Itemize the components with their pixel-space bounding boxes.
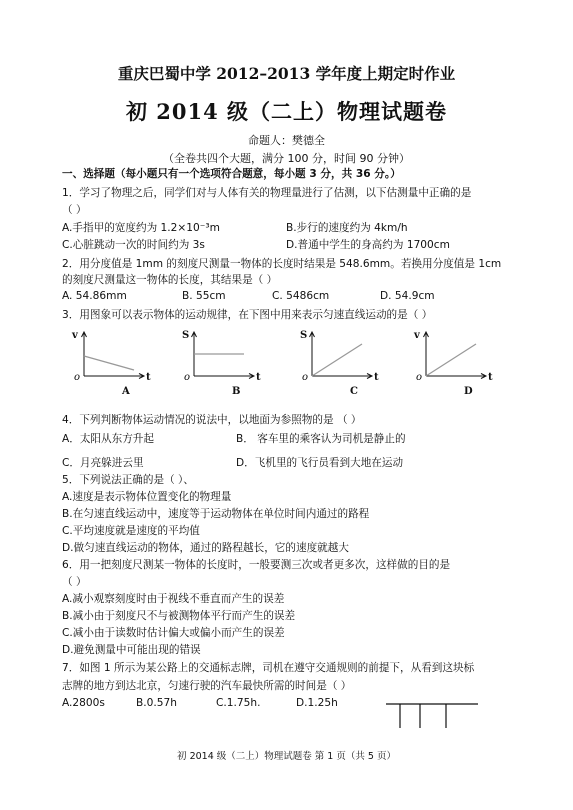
- q4-option-b: B． 客车里的乘客认为司机是静止的: [236, 433, 406, 445]
- q2-stem-line1: 2．用分度值是 1mm 的刻度尺测量一物体的长度时结果是 548.6mm。若换用分度值是 1cm: [62, 258, 502, 270]
- graph-y-label: S: [182, 330, 190, 341]
- q1-option-a: A.手指甲的宽度约为 1.2×10⁻³m: [62, 222, 220, 234]
- q1-option-d: D.普通中学生的身高约为 1700cm: [286, 239, 450, 251]
- q7-option-d: D.1.25h: [296, 697, 338, 709]
- q6-option-d: D.避免测量中可能出现的错误: [62, 644, 201, 656]
- q6-option-a: A.减小观察刻度时由于视线不垂直而产生的误差: [62, 593, 285, 605]
- q6-paren: （ ）: [62, 576, 87, 588]
- q2-option-a: A. 54.86mm: [62, 290, 127, 302]
- q4-stem: 4．下列判断物体运动情况的说法中，以地面为参照物的是 （ ）: [62, 414, 362, 426]
- author-line: 命题人：樊德全: [248, 134, 325, 147]
- graph-origin-label: o: [416, 372, 423, 383]
- q4-option-a: A．太阳从东方升起: [62, 433, 154, 445]
- graph-y-label: v: [72, 330, 78, 341]
- q2-option-b: B. 55cm: [182, 290, 226, 302]
- exam-info: （全卷共四个大题，满分 100 分，时间 90 分钟）: [163, 152, 410, 165]
- q2-stem-line2: 的刻度尺测量这一物体的长度，其结果是（ ）: [62, 274, 278, 286]
- q1-option-b: B.步行的速度约为 4km/h: [286, 222, 408, 234]
- q7-option-a: A.2800s: [62, 697, 105, 709]
- q7-stem-line1: 7．如图 1 所示为某公路上的交通标志牌，司机在遵守交通规则的前提下，从看到这块标: [62, 662, 475, 674]
- section-title: 一、选择题（每小题只有一个选项符合题意，每小题 3 分，共 36 分。）: [62, 168, 401, 180]
- q2-option-c: C. 5486cm: [272, 290, 330, 302]
- page-footer: 初 2014 级（二上）物理试题卷 第 1 页（共 5 页）: [177, 751, 396, 762]
- graph-x-label: t: [374, 372, 379, 383]
- exam-title: 初 2014 级（二上）物理试题卷: [125, 99, 448, 124]
- q7-option-c: C.1.75h.: [216, 697, 261, 709]
- q3-motion-graphs: [60, 324, 530, 402]
- q7-option-b: B.0.57h: [136, 697, 177, 709]
- q6-option-b: B.减小由于刻度尺不与被测物体平行而产生的误差: [62, 610, 296, 622]
- graph-option-label: A: [122, 386, 130, 397]
- graph-x-label: t: [488, 372, 493, 383]
- graph-option-label: B: [232, 386, 241, 397]
- graph-line: [84, 356, 134, 370]
- q5-option-d: D.做匀速直线运动的物体，通过的路程越长，它的速度就越大: [62, 542, 349, 554]
- q1-option-c: C.心脏跳动一次的时间约为 3s: [62, 239, 205, 251]
- q7-stem-line2: 志牌的地方到达北京，匀速行驶的汽车最快所需的时间是（ ）: [62, 680, 352, 692]
- graph-y-label: S: [300, 330, 308, 341]
- q5-option-c: C.平均速度就是速度的平均值: [62, 525, 200, 537]
- school-line: 重庆巴蜀中学 2012–2013 学年度上期定时作业: [117, 64, 456, 83]
- graph-origin-label: o: [184, 372, 191, 383]
- q5-option-a: A.速度是表示物体位置变化的物理量: [62, 491, 232, 503]
- graph-line: [426, 344, 476, 376]
- graph-origin-label: o: [74, 372, 81, 383]
- graph-option-label: C: [350, 386, 358, 397]
- q1-paren: （ ）: [62, 204, 87, 216]
- graph-x-label: t: [146, 372, 151, 383]
- q6-stem: 6．用一把刻度尺测某一物体的长度时，一般要测三次或者更多次，这样做的目的是: [62, 559, 451, 571]
- q4-option-d: D．飞机里的飞行员看到大地在运动: [236, 457, 404, 469]
- q4-option-c: C．月亮躲进云里: [62, 457, 144, 469]
- q2-option-d: D. 54.9cm: [380, 290, 435, 302]
- q5-stem: 5．下列说法正确的是（ ）、: [62, 474, 194, 486]
- graph-x-label: t: [256, 372, 261, 383]
- graph-option-label: D: [464, 386, 473, 397]
- q6-option-c: C.减小由于读数时估计偏大或偏小而产生的误差: [62, 627, 285, 639]
- graph-origin-label: o: [302, 372, 309, 383]
- graph-y-label: v: [414, 330, 420, 341]
- traffic-sign-figure: [382, 700, 482, 730]
- q1-stem: 1．学习了物理之后，同学们对与人体有关的物理量进行了估测，以下估测量中正确的是: [62, 187, 472, 199]
- graph-line: [312, 344, 362, 376]
- q5-option-b: B.在匀速直线运动中，速度等于运动物体在单位时间内通过的路程: [62, 508, 370, 520]
- q3-stem: 3．用图象可以表示物体的运动规律，在下图中用来表示匀速直线运动的是（ ）: [62, 309, 433, 321]
